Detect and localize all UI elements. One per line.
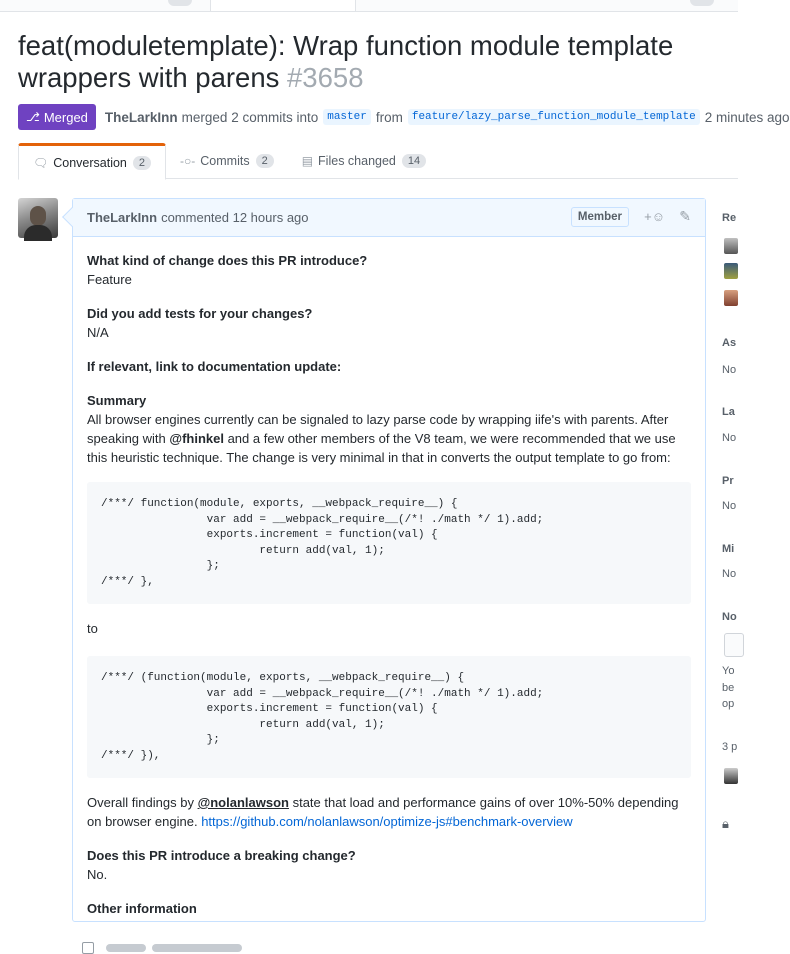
participant-avatar[interactable] [724,768,738,784]
avatar-body [24,225,52,241]
top-badge-fragment [690,0,714,6]
edit-pencil-icon[interactable]: ✎ [679,208,691,224]
browser-tab-strip [0,0,738,12]
sidebar-reviewers-heading[interactable]: Re [722,212,737,224]
summary-heading: Summary [87,393,147,408]
sidebar-assignees-value: No [722,364,737,376]
lock-icon[interactable]: 🔒︎ [722,816,729,831]
answer-change-type: Feature [87,272,132,287]
answer-tests: N/A [87,325,109,340]
from-text: from [375,109,403,125]
sidebar-projects-heading[interactable]: Pr [722,475,734,487]
sidebar-labels-value: No [722,432,737,444]
tab-files-changed[interactable] [288,143,440,179]
git-merge-icon: ⎇ [26,110,40,124]
question-tests: Did you add tests for your changes? [87,306,313,321]
reviewer-avatar[interactable] [724,263,738,279]
notifications-text-1: Yo [722,665,735,677]
pr-title [18,30,733,94]
git-commit-icon: -○- [180,154,196,168]
tab-files-changed-count: 14 [402,154,426,168]
summary-text-post: and a few other members of the V8 team, we were recommended that we use this heuristic technique. The change is very minimal in that in converts the output template to go from: [87,431,676,465]
pr-author-link[interactable]: TheLarkInn [104,109,178,125]
base-branch[interactable]: master [323,109,371,125]
merge-text: merged 2 commits into [181,109,319,125]
question-breaking-change: Does this PR introduce a breaking change? [87,848,356,863]
other-information-heading: Other information [87,901,197,916]
blurred-text [106,944,146,952]
reviewer-avatar[interactable] [724,238,738,254]
mention-nolanlawson[interactable]: @nolanlawson [197,795,289,810]
answer-breaking-change: No. [87,867,108,882]
findings-text-pre: Overall findings by [87,795,198,810]
findings-paragraph [87,793,691,831]
mention-fhinkel[interactable]: @fhinkel [169,431,224,446]
comment-header [73,199,705,237]
blurred-text [152,944,242,952]
pr-tabs [18,143,738,179]
avatar-face [30,206,46,226]
next-timeline-item [82,940,248,954]
top-badge-fragment [168,0,192,6]
question-docs: If relevant, link to documentation update: [87,359,342,374]
summary-text-pre: All browser engines currently can be signaled to lazy parse code by wrapping iife's with parents. After speaking with [87,412,669,446]
top-tab-fragment[interactable] [210,0,356,12]
summary-paragraph [87,410,691,467]
commit-icon [82,942,94,954]
sidebar-assignees-heading[interactable]: As [722,337,737,349]
merge-time: 2 minutes ago [704,109,790,125]
sidebar-milestone-value: No [722,568,737,580]
code-block-before: /***/ function(module, exports, __webpack_require__) { var add = __webpack_require__(/*! ./math */ 1).add; exports.increment = function(val) { return add(val, 1); }; /***/ }, [87,482,691,604]
tab-conversation-label: Conversation [53,155,127,170]
notifications-text-3: op [722,698,735,710]
to-text: to [87,621,98,636]
file-diff-icon: ▤ [301,154,314,168]
comment-box [72,198,706,922]
comment-discussion-icon: 🗨︎ [33,155,49,170]
merged-status-label: Merged [43,109,88,125]
member-badge: Member [571,207,629,227]
sidebar-notifications-heading: No [722,611,737,623]
question-change-type: What kind of change does this PR introduce? [87,253,368,268]
reviewer-avatar[interactable] [724,290,738,306]
sidebar-labels-heading[interactable]: La [722,406,735,418]
sidebar-participants-heading: 3 p [722,741,738,753]
pr-meta [18,104,790,130]
comment-body [87,251,691,918]
code-block-after: /***/ (function(module, exports, __webpack_require__) { var add = __webpack_require__(/*! ./math */ 1).add; exports.increment = function(val) { return add(val, 1); }; /***/ }), [87,656,691,778]
author-avatar[interactable] [18,198,58,238]
tab-files-changed-label: Files changed [318,154,396,168]
subscribe-button[interactable] [724,633,744,657]
tab-conversation-count: 2 [133,156,151,170]
notifications-text-2: be [722,682,735,694]
head-branch[interactable]: feature/lazy_parse_function_module_template [408,109,700,125]
tab-commits-count: 2 [256,154,274,168]
tab-conversation[interactable] [18,143,166,180]
findings-text-post: state that load and performance gains of over 10%-50% depending on browser engine. [87,795,679,829]
benchmark-link[interactable]: https://github.com/nolanlawson/optimize-js#benchmark-overview [201,814,573,829]
tab-commits[interactable] [166,143,288,179]
add-reaction-icon[interactable]: +☺ [644,209,665,224]
comment-author-link[interactable]: TheLarkInn [87,210,158,225]
tab-commits-label: Commits [200,154,250,168]
sidebar-milestone-heading[interactable]: Mi [722,543,735,555]
pr-number: #3658 [287,62,364,93]
sidebar-projects-value: No [722,500,737,512]
pr-title-text: feat(moduletemplate): Wrap function module template wrappers with parens [18,30,674,93]
merged-status-badge [18,104,96,130]
comment-action[interactable]: commented 12 hours ago [161,210,309,225]
